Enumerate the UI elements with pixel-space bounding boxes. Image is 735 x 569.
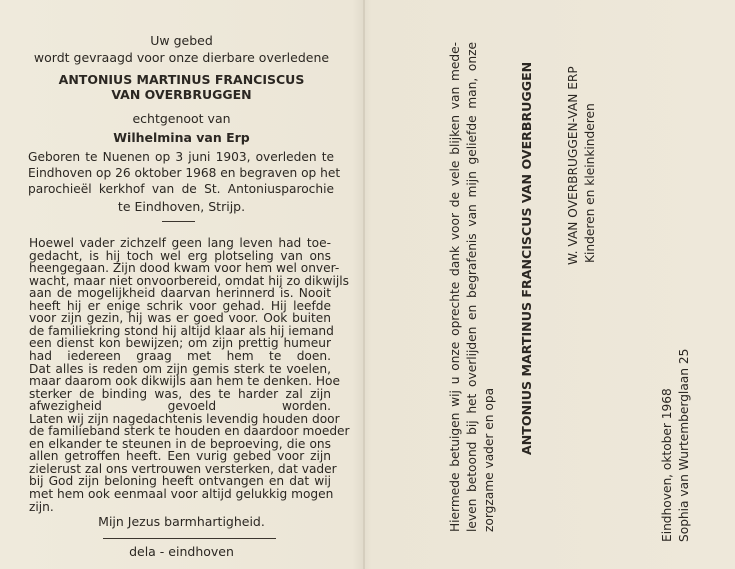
text-line: maar daarom ook dikwijls aan hem te denken. Hoe [29,374,341,389]
request-line: wordt gevraagd voor onze dierbare overledene [33,50,330,65]
text-line: allen getroffen heeft. Een vurig gebed voor zijn [29,449,331,464]
text-line: Laten wij zijn nagedachtenis levendig houden door [29,411,340,426]
birth-last-line: te Eindhoven, Strijp. [117,199,246,214]
text-line: Hoewel vader zichzelf geen lang leven had toe- [29,236,331,250]
text-line: afwezigheid gevoeld worden. [29,399,331,414]
spouse-name: Wilhelmina van Erp [113,130,250,145]
deceased-name-line1: ANTONIUS MARTINUS FRANCISCUS [58,72,305,87]
text-line: wacht, maar niet onvoorbereid, omdat hij zo dikwijls [29,273,349,288]
place-date: Eindhoven, oktober 1968 [660,388,674,542]
text-line: zijn. [29,499,54,514]
address: Sophia van Wurtemberglaan 25 [677,348,691,542]
text-line: voor zijn gezin, hij was er goed voor. Ook buiten [29,311,331,326]
spouse-intro: echtgenoot van [132,111,231,126]
deceased-name-vertical: ANTONIUS MARTINUS FRANCISCUS VAN OVERBRUGGEN [519,61,534,455]
closing-prayer: Mijn Jezus barmhartigheid. [98,514,265,529]
text-line: parochieël kerkhof van de St. Antoniusparochie [28,182,334,196]
text-line: en elkander te steunen in de beproeving, die ons [29,436,331,451]
text-line: gedacht, is hij toch wel erg plotseling van ons [29,248,331,263]
text-line: Eindhoven op 26 oktober 1968 en begraven op het [28,166,341,180]
text-line: de familiekring stond hij altijd klaar als hij iemand [29,323,334,338]
text-line: heengegaan. Zijn dood kwam voor hem wel onver- [29,261,340,276]
text-line: Geboren te Nuenen op 3 juni 1903, overleden te [28,150,334,164]
center-fold [363,0,365,569]
thanks-line: leven betoond bij het overlijden en begrafenis van mijn geliefde man, onze [465,42,479,532]
bottom-divider [103,538,276,539]
thanks-line: zorgzame vader en opa [482,387,496,532]
text-line: aan de mogelijkheid daarvan herinnerd is. Nooit [29,286,331,301]
thanks-line: Hiermede betuigen wij u onze oprechte dank voor de vele blijken van mede- [448,42,462,532]
deceased-name-line2: VAN OVERBRUGGEN [111,87,252,102]
short-divider [162,221,195,222]
printer-credit: dela - eindhoven [129,544,234,559]
prayer-heading: Uw gebed [150,33,213,48]
text-line: een dienst kon bewijzen; om zijn prettig humeur [29,336,331,351]
text-line: zielerust zal ons vertrouwen versterken, dat vader [29,461,337,476]
text-line: had iedereen graag met hem te doen. [29,348,331,363]
text-line: de familieband sterk te houden en daardoor moeder [29,424,350,439]
text-line: sterker de binding was, des te harder zal zijn [29,386,331,401]
text-line: bij God zijn beloning heeft ontvangen en dat wij [29,474,331,489]
text-line: Dat alles is reden om zijn gemis sterk te voelen, [29,361,331,376]
left-page [0,0,363,569]
widow-name: W. VAN OVERBRUGGEN-VAN ERP [566,66,580,265]
text-line: heeft hij er enige schrik voor gehad. Hij leefde [29,298,331,313]
family-line: Kinderen en kleinkinderen [583,103,597,263]
text-line: met hem ook eenmaal voor altijd gelukkig mogen [29,487,334,501]
